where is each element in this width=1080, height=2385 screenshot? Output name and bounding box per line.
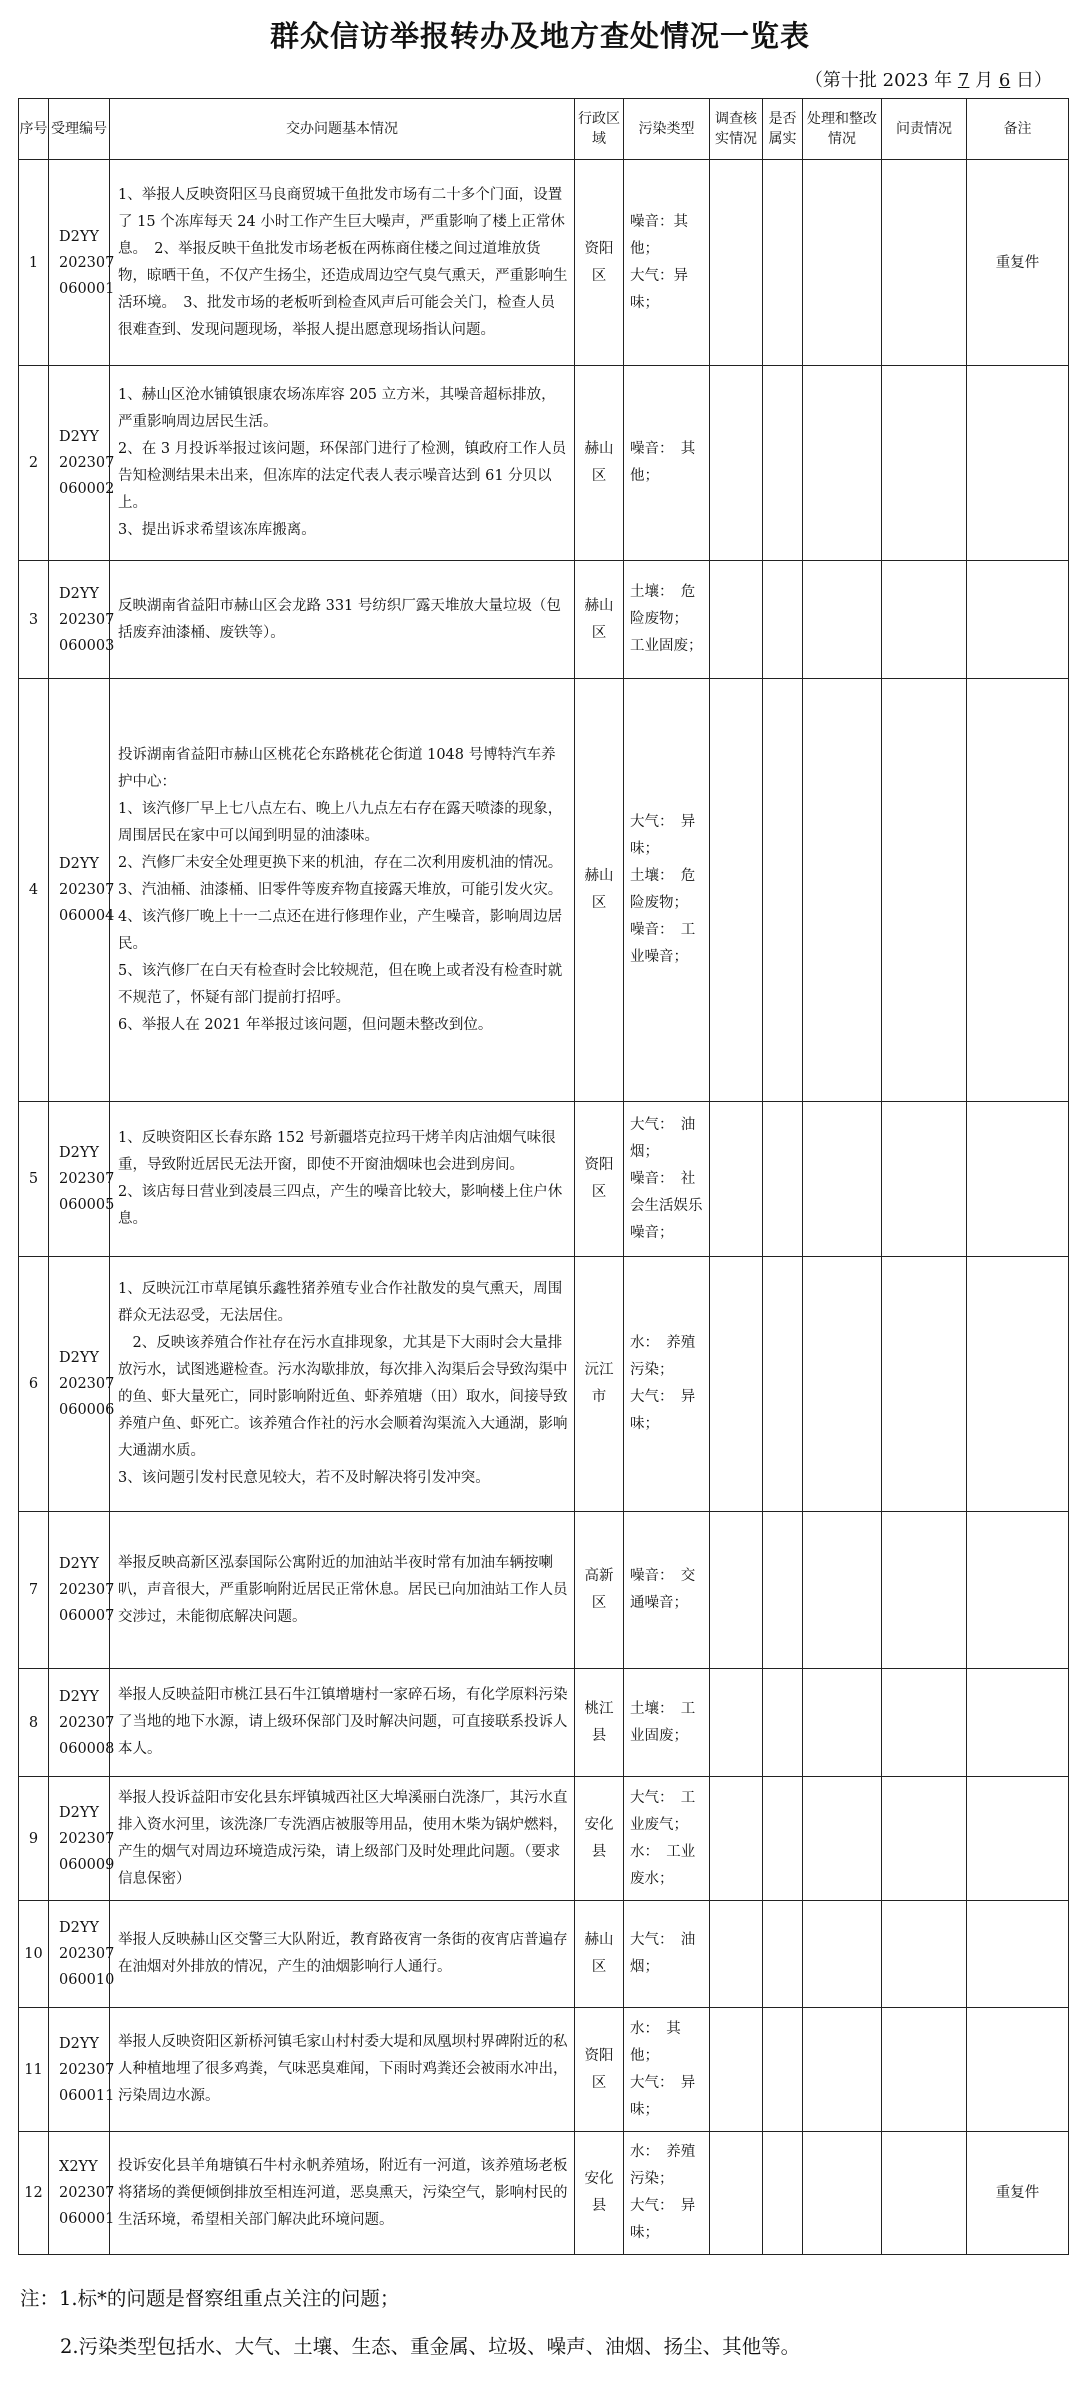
row-accountability: [882, 2008, 967, 2132]
row-remark: [967, 366, 1069, 561]
row-area: 赫山区: [575, 561, 624, 679]
accept-no-part: 060002: [59, 481, 115, 497]
row-seq: 1: [19, 160, 49, 366]
accept-no-part: D2YY: [59, 1350, 99, 1366]
row-pollution-type: [624, 679, 710, 1102]
header-remark: 备注: [967, 99, 1069, 160]
table-header-row: [19, 99, 1069, 160]
row-accountability: [882, 1102, 967, 1257]
table-row: [19, 679, 1069, 1102]
row-accept-no: [49, 1669, 115, 1777]
row-accept-no: [49, 679, 115, 1102]
accept-no-part: 060009: [59, 1856, 115, 1873]
row-accept-no: [49, 366, 115, 561]
row-description: [110, 1669, 575, 1777]
row-remark: [967, 1777, 1069, 1901]
accept-no-part: D2YY: [59, 585, 99, 602]
batch-prefix: （第十批 2023: [804, 70, 929, 91]
description-paragraph: 2、汽修厂未安全处理更换下来的机油，存在二次利用废机油的情况。: [118, 854, 563, 871]
header-accountability: 问责情况: [882, 99, 967, 160]
row-handling: [803, 679, 882, 1102]
accept-no-part: 060004: [59, 908, 115, 924]
pollution-item: 水： 养殖污染；: [630, 1335, 696, 1378]
row-area: 资阳区: [575, 2008, 624, 2132]
accept-no-part: 060010: [59, 1972, 115, 1988]
row-pollution-type: [624, 366, 710, 561]
description-paragraph: 3、汽油桶、油漆桶、旧零件等废弃物直接露天堆放，可能引发火灾。: [118, 881, 563, 898]
description-paragraph: 1、赫山区沧水铺镇银康农场冻库容 205 立方米，其噪音超标排放，严重影响周边居民生活。: [118, 387, 556, 430]
row-pollution-type: [624, 160, 710, 366]
row-pollution-type: [624, 1669, 710, 1777]
header-seq: 序号: [19, 99, 49, 160]
row-description: [110, 561, 575, 679]
row-verify: [710, 1102, 763, 1257]
row-area: 高新区: [575, 1512, 624, 1669]
row-is-true: [763, 2132, 803, 2255]
description-paragraph: 1、举报人反映资阳区马良商贸城干鱼批发市场有二十多个门面，设置了 15 个冻库每天 24 小时工作产生巨大噪声，严重影响了楼上正常休息。 2、举报反映干鱼批发市场老板在两栋商住楼之间过道堆放货物，晾晒干鱼，不仅产生扬尘，还造成周边空气臭气熏天，严重影响生活环境。 3、批发市场的老板听到检查风声后可能会关门，检查人员很难查到、发现问题现场，举报人提出愿意现场指认问题。: [118, 186, 568, 338]
pollution-item: 水： 其他；: [630, 2020, 681, 2064]
accept-no-part: D2YY: [59, 2035, 99, 2052]
accept-no-part: 202307: [59, 2061, 115, 2078]
row-accept-no: [49, 1512, 115, 1669]
table-row: [19, 2008, 1069, 2132]
accept-no-part: 060006: [59, 1402, 115, 1418]
header-accept-no: 受理编号: [49, 99, 110, 160]
row-accept-no: [49, 1901, 115, 2008]
row-accountability: [882, 160, 967, 366]
description-paragraph: 投诉安化县羊角塘镇石牛村永帆养殖场，附近有一河道，该养殖场老板将猪场的粪便倾倒排放至相连河道，恶臭熏天，污染空气，影响村民的生活环境，希望相关部门解决此环境问题。: [118, 2157, 568, 2228]
pollution-item: 大气： 工业废气；: [630, 1789, 696, 1833]
accept-no-part: D2YY: [59, 856, 99, 872]
row-remark: [967, 679, 1069, 1102]
accept-no-part: 202307: [59, 455, 115, 471]
row-description: [110, 679, 575, 1102]
header-area: 行政区域: [575, 99, 624, 160]
description-paragraph: 举报反映高新区泓泰国际公寓附近的加油站半夜时常有加油车辆按喇叭，声音很大，严重影响附近居民正常休息。居民已向加油站工作人员交涉过，未能彻底解决问题。: [118, 1554, 568, 1625]
row-accept-no: [49, 2132, 115, 2255]
row-handling: [803, 1901, 882, 2008]
row-is-true: [763, 561, 803, 679]
row-handling: [803, 1257, 882, 1512]
pollution-item: 大气： 异味；: [630, 2198, 696, 2241]
table-row: [19, 160, 1069, 366]
pollution-item: 噪音：其他；: [630, 213, 688, 257]
row-description: [110, 1901, 575, 2008]
accept-no-part: D2YY: [59, 228, 99, 245]
row-seq: 5: [19, 1102, 49, 1257]
description-paragraph: 2、在 3 月投诉举报过该问题，环保部门进行了检测，镇政府工作人员告知检测结果未出来，但冻库的法定代表人表示噪音达到 61 分贝以上。: [118, 441, 567, 511]
header-handling: 处理和整改情况: [803, 99, 882, 160]
accept-no-part: 202307: [59, 611, 115, 628]
row-accountability: [882, 2132, 967, 2255]
row-accountability: [882, 1669, 967, 1777]
row-pollution-type: [624, 561, 710, 679]
page-title: 群众信访举报转办及地方查处情况一览表: [269, 19, 810, 53]
pollution-item: 土壤： 工业固废；: [630, 1700, 696, 1744]
row-pollution-type: [624, 1257, 710, 1512]
description-paragraph: 3、该问题引发村民意见较大，若不及时解决将引发冲突。: [118, 1470, 490, 1486]
description-paragraph: 3、提出诉求希望该冻库搬离。: [118, 522, 316, 538]
row-area: 资阳区: [575, 1102, 624, 1257]
row-handling: [803, 1669, 882, 1777]
accept-no-part: 202307: [59, 1582, 115, 1598]
row-handling: [803, 1102, 882, 1257]
row-description: [110, 1777, 575, 1901]
row-remark: [967, 1901, 1069, 2008]
accept-no-part: D2YY: [59, 429, 99, 445]
table-row: [19, 2132, 1069, 2255]
accept-no-part: 060008: [59, 1740, 115, 1757]
row-description: [110, 1102, 575, 1257]
accept-no-part: 202307: [59, 1830, 115, 1847]
accept-no-part: D2YY: [59, 1145, 99, 1161]
row-area: 安化县: [575, 1777, 624, 1901]
row-remark: [967, 1512, 1069, 1669]
table-row: [19, 1777, 1069, 1901]
description-paragraph: 1、反映沅江市草尾镇乐鑫牲猪养殖专业合作社散发的臭气熏天，周围群众无法忍受，无法居住。: [118, 1281, 563, 1324]
accept-no-part: D2YY: [59, 1556, 99, 1572]
row-verify: [710, 160, 763, 366]
description-paragraph: 2、该店每日营业到凌晨三四点，产生的噪音比较大，影响楼上住户休息。: [118, 1184, 563, 1227]
accept-no-part: 202307: [59, 1171, 115, 1187]
accept-no-part: 202307: [59, 882, 115, 898]
pollution-item: 大气：异味；: [630, 267, 688, 311]
batch-suffix: 日）: [1010, 70, 1052, 91]
row-description: [110, 160, 575, 366]
row-area: 赫山区: [575, 679, 624, 1102]
accept-no-part: 060001: [59, 2211, 115, 2227]
pollution-item: 土壤： 危险废物；: [630, 584, 696, 627]
accept-no-part: X2YY: [59, 2159, 98, 2175]
row-accountability: [882, 1777, 967, 1901]
row-remark: [967, 1102, 1069, 1257]
row-area: 安化县: [575, 2132, 624, 2255]
row-accept-no: [49, 2008, 115, 2132]
accept-no-part: D2YY: [59, 1688, 99, 1705]
row-handling: [803, 366, 882, 561]
row-area: 赫山区: [575, 366, 624, 561]
pollution-item: 大气： 异味；: [630, 1389, 696, 1432]
accept-no-part: 202307: [59, 1946, 115, 1962]
batch-month-sep: 月: [969, 70, 999, 91]
row-is-true: [763, 366, 803, 561]
row-remark: [967, 1257, 1069, 1512]
row-area: 赫山区: [575, 1901, 624, 2008]
row-is-true: [763, 160, 803, 366]
row-handling: [803, 1777, 882, 1901]
pollution-item: 噪音： 交通噪音；: [630, 1568, 696, 1611]
footnote-1: 注：1.标*的问题是督察组重点关注的问题；: [20, 2287, 400, 2310]
description-paragraph: 投诉湖南省益阳市赫山区桃花仑东路桃花仑街道 1048 号博特汽车养护中心：: [118, 746, 556, 790]
accept-no-part: D2YY: [59, 1920, 99, 1936]
footnotes: [20, 2275, 800, 2371]
row-remark: [967, 561, 1069, 679]
pollution-item: 水： 养殖污染；: [630, 2144, 696, 2187]
batch-date: [805, 66, 1052, 92]
row-accountability: [882, 1257, 967, 1512]
row-is-true: [763, 1512, 803, 1669]
batch-year-sep: 年: [928, 70, 958, 91]
row-description: [110, 366, 575, 561]
row-pollution-type: [624, 1512, 710, 1669]
row-remark: 重复件: [967, 2132, 1069, 2255]
row-area: 沅江市: [575, 1257, 624, 1512]
table-row: [19, 1512, 1069, 1669]
row-handling: [803, 1512, 882, 1669]
accept-no-part: 202307: [59, 2185, 115, 2201]
pollution-item: 大气： 异味；: [630, 814, 696, 857]
row-accept-no: [49, 160, 115, 366]
row-handling: [803, 2008, 882, 2132]
row-handling: [803, 160, 882, 366]
row-pollution-type: [624, 1901, 710, 2008]
row-is-true: [763, 1777, 803, 1901]
pollution-item: 土壤： 危险废物；: [630, 868, 696, 911]
pollution-item: 噪音： 社会生活娱乐噪音；: [630, 1170, 703, 1241]
description-paragraph: 1、反映资阳区长春东路 152 号新疆塔克拉玛干烤羊肉店油烟气味很重，导致附近居民无法开窗，即使不开窗油烟味也会进到房间。: [118, 1130, 556, 1173]
row-seq: 4: [19, 679, 49, 1102]
header-verify: 调查核实情况: [710, 99, 763, 160]
row-is-true: [763, 1102, 803, 1257]
row-handling: [803, 561, 882, 679]
table-row: [19, 1901, 1069, 2008]
accept-no-part: 202307: [59, 254, 115, 271]
row-pollution-type: [624, 1777, 710, 1901]
row-accountability: [882, 561, 967, 679]
header-pollution: 污染类型: [624, 99, 710, 160]
row-seq: 3: [19, 561, 49, 679]
row-accountability: [882, 1512, 967, 1669]
row-description: [110, 2132, 575, 2255]
description-paragraph: 举报人反映资阳区新桥河镇毛家山村村委大堤和凤凰坝村界碑附近的私人种植地埋了很多鸡粪，气味恶臭难闻，下雨时鸡粪还会被雨水冲出，污染周边水源。: [118, 2034, 568, 2104]
pollution-item: 大气： 油烟；: [630, 1116, 696, 1160]
description-paragraph: 6、举报人在 2021 年举报过该问题，但问题未整改到位。: [118, 1016, 493, 1033]
pollution-item: 噪音： 工业噪音；: [630, 922, 696, 965]
accept-no-part: 060001: [59, 280, 115, 297]
row-verify: [710, 1512, 763, 1669]
row-accept-no: [49, 561, 115, 679]
row-is-true: [763, 2008, 803, 2132]
table-row: [19, 1669, 1069, 1777]
row-pollution-type: [624, 2008, 710, 2132]
row-seq: 6: [19, 1257, 49, 1512]
row-verify: [710, 1777, 763, 1901]
description-paragraph: 反映湖南省益阳市赫山区会龙路 331 号纺织厂露天堆放大量垃圾（包括废弃油漆桶、废铁等）。: [118, 597, 561, 641]
row-verify: [710, 679, 763, 1102]
pollution-item: 大气： 异味；: [630, 2074, 696, 2118]
row-accountability: [882, 366, 967, 561]
complaint-table: [18, 98, 1069, 2255]
row-pollution-type: [624, 2132, 710, 2255]
description-paragraph: 举报人反映益阳市桃江县石牛江镇增塘村一家碎石场，有化学原料污染了当地的地下水源，请上级环保部门及时解决问题，可直接联系投诉人本人。: [118, 1687, 568, 1757]
row-is-true: [763, 1257, 803, 1512]
pollution-item: 水： 工业废水；: [630, 1843, 696, 1887]
pollution-item: 噪音： 其他；: [630, 441, 696, 484]
row-verify: [710, 1257, 763, 1512]
row-remark: [967, 1669, 1069, 1777]
accept-no-part: 060005: [59, 1197, 115, 1213]
row-seq: 7: [19, 1512, 49, 1669]
row-seq: 8: [19, 1669, 49, 1777]
row-verify: [710, 1669, 763, 1777]
row-seq: 9: [19, 1777, 49, 1901]
row-accountability: [882, 679, 967, 1102]
accept-no-part: 060011: [59, 2087, 115, 2104]
row-verify: [710, 561, 763, 679]
row-seq: 10: [19, 1901, 49, 2008]
pollution-item: 工业固废；: [630, 638, 703, 654]
table-row: [19, 561, 1069, 679]
row-is-true: [763, 679, 803, 1102]
table-row: [19, 366, 1069, 561]
row-seq: 11: [19, 2008, 49, 2132]
footnote-2: 2.污染类型包括水、大气、土壤、生态、重金属、垃圾、噪声、油烟、扬尘、其他等。: [60, 2335, 801, 2358]
pollution-item: 大气： 油烟；: [630, 1932, 696, 1975]
row-remark: 重复件: [967, 160, 1069, 366]
description-paragraph: 1、该汽修厂早上七八点左右、晚上八九点左右存在露天喷漆的现象，周围居民在家中可以闻到明显的油漆味。: [118, 800, 563, 844]
row-is-true: [763, 1901, 803, 2008]
row-seq: 12: [19, 2132, 49, 2255]
row-verify: [710, 2132, 763, 2255]
row-verify: [710, 2008, 763, 2132]
row-description: [110, 1512, 575, 1669]
row-accept-no: [49, 1102, 115, 1257]
row-seq: 2: [19, 366, 49, 561]
description-paragraph: 2、反映该养殖合作社存在污水直排现象，尤其是下大雨时会大量排放污水，试图逃避检查。污水沟歇排放，每次排入沟渠后会导致沟渠中的鱼、虾大量死亡，同时影响附近鱼、虾养殖塘（田）取水，间接导致养殖户鱼、虾死亡。该养殖合作社的污水会顺着沟渠流入大通湖，影响大通湖水质。: [118, 1335, 568, 1459]
row-pollution-type: [624, 1102, 710, 1257]
description-paragraph: 举报人投诉益阳市安化县东坪镇城西社区大埠溪丽白洗涤厂，其污水直排入资水河里，该洗涤厂专洗酒店被服等用品，使用木柴为锅炉燃料，产生的烟气对周边环境造成污染，请上级部门及时处理此问题。（要求信息保密）: [118, 1789, 568, 1887]
accept-no-part: 202307: [59, 1376, 115, 1392]
table-row: [19, 1102, 1069, 1257]
row-remark: [967, 2008, 1069, 2132]
batch-day: 6: [998, 70, 1011, 91]
row-verify: [710, 366, 763, 561]
accept-no-part: 060003: [59, 637, 115, 654]
row-accountability: [882, 1901, 967, 2008]
row-accept-no: [49, 1257, 115, 1512]
accept-no-part: 060007: [59, 1608, 115, 1624]
table-row: [19, 1257, 1069, 1512]
row-handling: [803, 2132, 882, 2255]
row-description: [110, 1257, 575, 1512]
row-area: 桃江县: [575, 1669, 624, 1777]
description-paragraph: 举报人反映赫山区交警三大队附近，教育路夜宵一条街的夜宵店普遍存在油烟对外排放的情况，产生的油烟影响行人通行。: [118, 1932, 568, 1975]
accept-no-part: D2YY: [59, 1804, 99, 1821]
row-description: [110, 2008, 575, 2132]
row-area: 资阳区: [575, 160, 624, 366]
batch-month: 7: [957, 70, 970, 91]
accept-no-part: 202307: [59, 1714, 115, 1731]
header-is-true: 是否属实: [763, 99, 803, 160]
description-paragraph: 5、该汽修厂在白天有检查时会比较规范，但在晚上或者没有检查时就不规范了，怀疑有部门提前打招呼。: [118, 962, 563, 1006]
row-is-true: [763, 1669, 803, 1777]
row-verify: [710, 1901, 763, 2008]
description-paragraph: 4、该汽修厂晚上十一二点还在进行修理作业，产生噪音，影响周边居民。: [118, 908, 563, 952]
header-content: 交办问题基本情况: [110, 99, 575, 160]
row-accept-no: [49, 1777, 115, 1901]
